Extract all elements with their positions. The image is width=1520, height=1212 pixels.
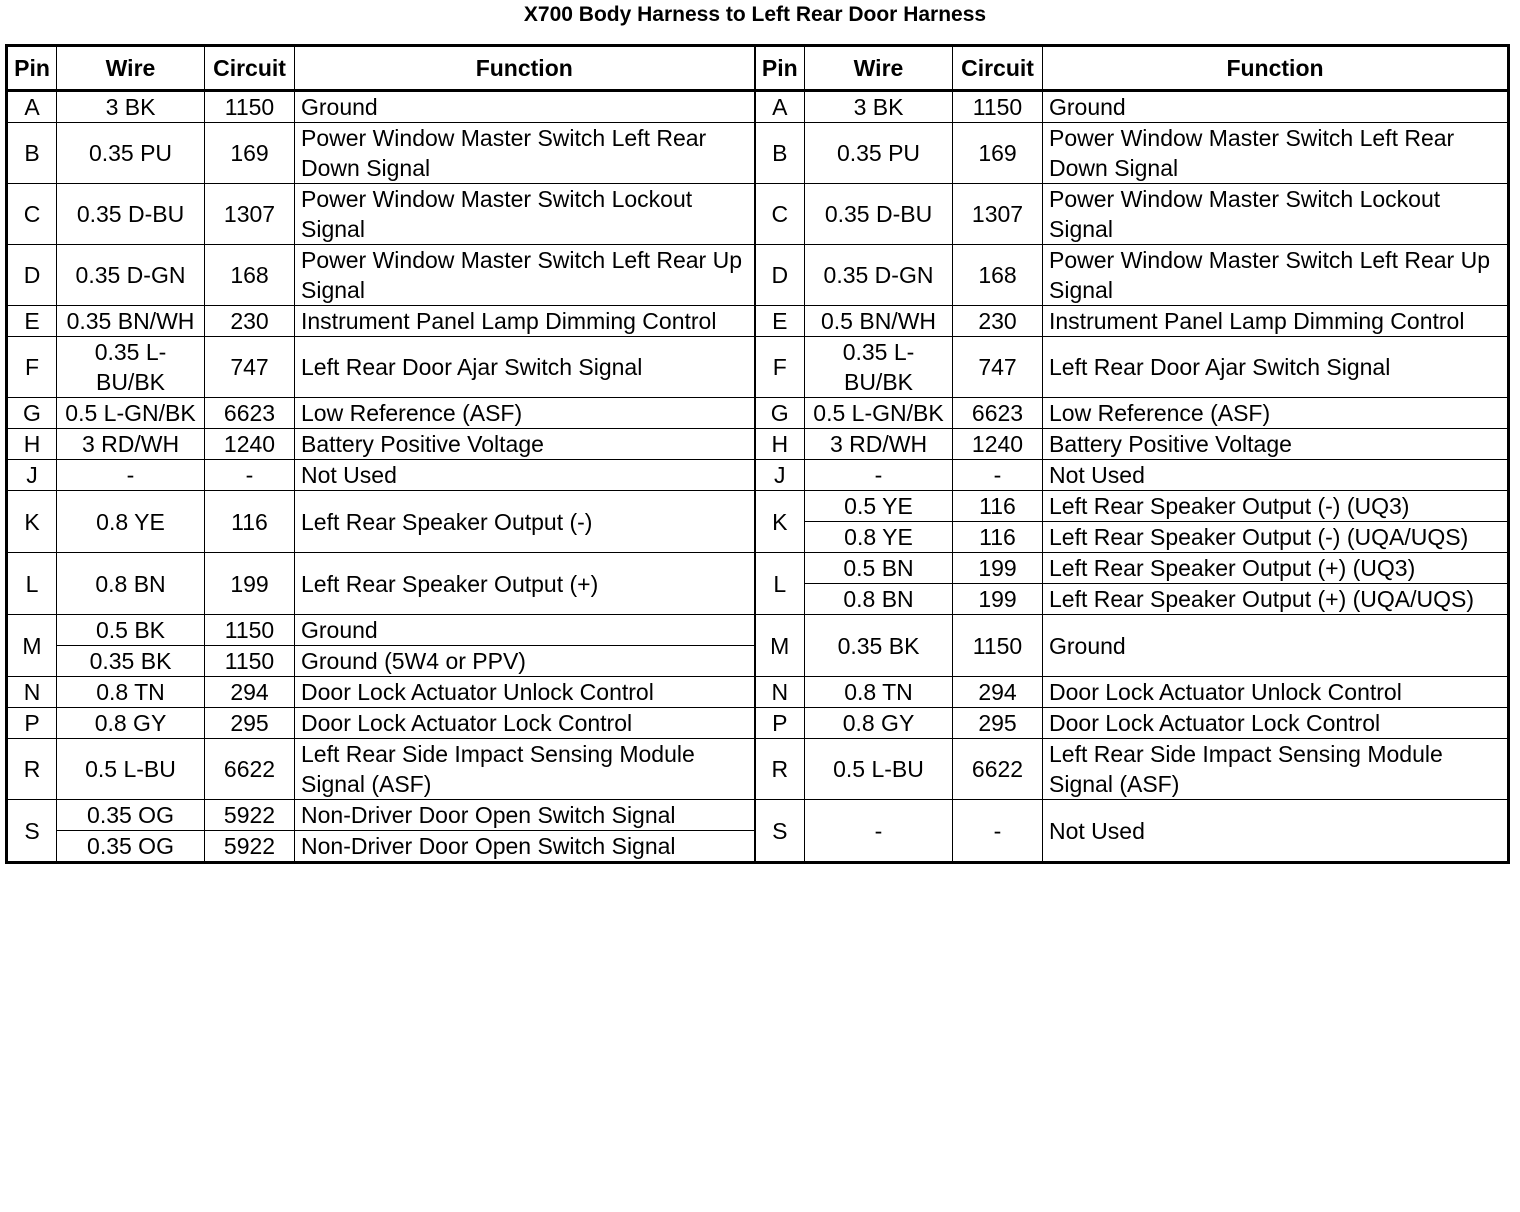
- pin-cell: K: [7, 491, 57, 553]
- function-cell: Door Lock Actuator Lock Control: [295, 708, 755, 739]
- wire-cell: 0.35 D-GN: [57, 245, 205, 306]
- pin-cell: E: [7, 306, 57, 337]
- wire-cell: -: [805, 800, 953, 863]
- pin-cell: K: [755, 491, 805, 553]
- wire-cell: 0.35 PU: [805, 123, 953, 184]
- wire-cell: 0.5 L-GN/BK: [805, 398, 953, 429]
- wire-cell: 0.35 BK: [805, 615, 953, 677]
- pin-cell: D: [755, 245, 805, 306]
- pin-cell: M: [755, 615, 805, 677]
- function-cell: Left Rear Speaker Output (-) (UQ3): [1043, 491, 1509, 522]
- function-cell: Non-Driver Door Open Switch Signal: [295, 831, 755, 863]
- circuit-cell: 6622: [953, 739, 1043, 800]
- circuit-cell: 1150: [953, 91, 1043, 123]
- header-circuit: Circuit: [205, 46, 295, 91]
- function-cell: Left Rear Speaker Output (+) (UQA/UQS): [1043, 584, 1509, 615]
- function-cell: Left Rear Side Impact Sensing Module Signal (ASF): [1043, 739, 1509, 800]
- table-row: [7, 553, 1509, 584]
- function-cell: Ground: [295, 91, 755, 123]
- pin-cell: C: [755, 184, 805, 245]
- function-cell: Left Rear Speaker Output (-) (UQA/UQS): [1043, 522, 1509, 553]
- function-cell: Power Window Master Switch Left Rear Down Signal: [295, 123, 755, 184]
- table-row: [7, 708, 1509, 739]
- pin-cell: A: [755, 91, 805, 123]
- circuit-cell: 1150: [205, 91, 295, 123]
- pin-cell: S: [755, 800, 805, 863]
- wire-cell: 0.5 L-BU: [57, 739, 205, 800]
- wire-cell: 0.8 YE: [57, 491, 205, 553]
- wire-cell: 0.35 L-BU/BK: [805, 337, 953, 398]
- wire-cell: 0.8 GY: [805, 708, 953, 739]
- circuit-cell: 168: [205, 245, 295, 306]
- circuit-cell: 199: [953, 553, 1043, 584]
- circuit-cell: 169: [205, 123, 295, 184]
- wire-cell: 0.5 L-BU: [805, 739, 953, 800]
- circuit-cell: 199: [205, 553, 295, 615]
- function-cell: Low Reference (ASF): [295, 398, 755, 429]
- wire-cell: 3 RD/WH: [805, 429, 953, 460]
- header-pin: Pin: [755, 46, 805, 91]
- table-row: [7, 337, 1509, 398]
- wire-cell: 0.35 PU: [57, 123, 205, 184]
- header-pin: Pin: [7, 46, 57, 91]
- wire-cell: 0.35 D-GN: [805, 245, 953, 306]
- table-row: [7, 306, 1509, 337]
- wire-cell: 0.5 BN/WH: [805, 306, 953, 337]
- circuit-cell: -: [205, 460, 295, 491]
- function-cell: Power Window Master Switch Lockout Signal: [1043, 184, 1509, 245]
- wire-cell: -: [57, 460, 205, 491]
- function-cell: Left Rear Door Ajar Switch Signal: [295, 337, 755, 398]
- table-row: [7, 184, 1509, 245]
- wire-cell: 0.35 BK: [57, 646, 205, 677]
- pin-cell: F: [7, 337, 57, 398]
- circuit-cell: 294: [953, 677, 1043, 708]
- circuit-cell: 116: [205, 491, 295, 553]
- function-cell: Non-Driver Door Open Switch Signal: [295, 800, 755, 831]
- function-cell: Power Window Master Switch Left Rear Up Signal: [295, 245, 755, 306]
- table-row: [7, 460, 1509, 491]
- function-cell: Power Window Master Switch Left Rear Down Signal: [1043, 123, 1509, 184]
- header-function: Function: [1043, 46, 1509, 91]
- function-cell: Left Rear Speaker Output (+) (UQ3): [1043, 553, 1509, 584]
- function-cell: Left Rear Speaker Output (+): [295, 553, 755, 615]
- wire-cell: 0.5 BN: [805, 553, 953, 584]
- wire-cell: 0.35 BN/WH: [57, 306, 205, 337]
- header-function: Function: [295, 46, 755, 91]
- function-cell: Battery Positive Voltage: [295, 429, 755, 460]
- table-row: [7, 615, 1509, 646]
- pin-cell: E: [755, 306, 805, 337]
- pin-cell: N: [7, 677, 57, 708]
- pin-cell: J: [7, 460, 57, 491]
- pin-table: [5, 44, 1510, 864]
- circuit-cell: 1307: [953, 184, 1043, 245]
- header-wire: Wire: [57, 46, 205, 91]
- header-wire: Wire: [805, 46, 953, 91]
- circuit-cell: 747: [953, 337, 1043, 398]
- function-cell: Ground: [295, 615, 755, 646]
- wire-cell: 0.35 OG: [57, 831, 205, 863]
- wire-cell: -: [805, 460, 953, 491]
- wire-cell: 0.8 YE: [805, 522, 953, 553]
- circuit-cell: 116: [953, 522, 1043, 553]
- pin-cell: L: [7, 553, 57, 615]
- function-cell: Instrument Panel Lamp Dimming Control: [1043, 306, 1509, 337]
- table-row: [7, 398, 1509, 429]
- function-cell: Not Used: [1043, 460, 1509, 491]
- page-title: X700 Body Harness to Left Rear Door Harness: [523, 3, 987, 26]
- function-cell: Left Rear Door Ajar Switch Signal: [1043, 337, 1509, 398]
- pin-cell: R: [7, 739, 57, 800]
- function-cell: Door Lock Actuator Unlock Control: [295, 677, 755, 708]
- function-cell: Not Used: [295, 460, 755, 491]
- function-cell: Door Lock Actuator Lock Control: [1043, 708, 1509, 739]
- pin-cell: R: [755, 739, 805, 800]
- circuit-cell: 295: [953, 708, 1043, 739]
- circuit-cell: 230: [205, 306, 295, 337]
- circuit-cell: 1150: [205, 646, 295, 677]
- pin-cell: L: [755, 553, 805, 615]
- wire-cell: 3 BK: [57, 91, 205, 123]
- wire-cell: 0.5 L-GN/BK: [57, 398, 205, 429]
- table-row: [7, 429, 1509, 460]
- pin-cell: H: [7, 429, 57, 460]
- pin-cell: C: [7, 184, 57, 245]
- function-cell: Not Used: [1043, 800, 1509, 863]
- pin-cell: J: [755, 460, 805, 491]
- function-cell: Ground (5W4 or PPV): [295, 646, 755, 677]
- pin-cell: N: [755, 677, 805, 708]
- circuit-cell: 1240: [205, 429, 295, 460]
- circuit-cell: 168: [953, 245, 1043, 306]
- function-cell: Battery Positive Voltage: [1043, 429, 1509, 460]
- wire-cell: 0.8 GY: [57, 708, 205, 739]
- function-cell: Instrument Panel Lamp Dimming Control: [295, 306, 755, 337]
- table-row: [7, 491, 1509, 522]
- circuit-cell: 169: [953, 123, 1043, 184]
- table-row: [7, 91, 1509, 123]
- pin-cell: B: [755, 123, 805, 184]
- circuit-cell: 116: [953, 491, 1043, 522]
- pin-cell: S: [7, 800, 57, 863]
- circuit-cell: 294: [205, 677, 295, 708]
- pin-cell: G: [755, 398, 805, 429]
- wire-cell: 0.35 OG: [57, 800, 205, 831]
- function-cell: Ground: [1043, 615, 1509, 677]
- pin-cell: A: [7, 91, 57, 123]
- circuit-cell: -: [953, 800, 1043, 863]
- wire-cell: 0.35 D-BU: [805, 184, 953, 245]
- wire-cell: 3 BK: [805, 91, 953, 123]
- wire-cell: 0.8 TN: [57, 677, 205, 708]
- pin-cell: P: [7, 708, 57, 739]
- circuit-cell: 6622: [205, 739, 295, 800]
- pin-cell: B: [7, 123, 57, 184]
- function-cell: Left Rear Speaker Output (-): [295, 491, 755, 553]
- function-cell: Left Rear Side Impact Sensing Module Signal (ASF): [295, 739, 755, 800]
- pin-cell: G: [7, 398, 57, 429]
- table-row: [7, 123, 1509, 184]
- pin-cell: H: [755, 429, 805, 460]
- pin-cell: M: [7, 615, 57, 677]
- header-circuit: Circuit: [953, 46, 1043, 91]
- wire-cell: 0.5 YE: [805, 491, 953, 522]
- table-row: [7, 677, 1509, 708]
- table-row: [7, 245, 1509, 306]
- circuit-cell: -: [953, 460, 1043, 491]
- wire-cell: 0.35 L-BU/BK: [57, 337, 205, 398]
- circuit-cell: 6623: [953, 398, 1043, 429]
- wire-cell: 3 RD/WH: [57, 429, 205, 460]
- circuit-cell: 5922: [205, 800, 295, 831]
- function-cell: Power Window Master Switch Lockout Signal: [295, 184, 755, 245]
- function-cell: Door Lock Actuator Unlock Control: [1043, 677, 1509, 708]
- function-cell: Low Reference (ASF): [1043, 398, 1509, 429]
- wire-cell: 0.8 TN: [805, 677, 953, 708]
- function-cell: Power Window Master Switch Left Rear Up Signal: [1043, 245, 1509, 306]
- table-row: [7, 800, 1509, 831]
- pin-cell: D: [7, 245, 57, 306]
- circuit-cell: 230: [953, 306, 1043, 337]
- circuit-cell: 199: [953, 584, 1043, 615]
- wire-cell: 0.8 BN: [805, 584, 953, 615]
- circuit-cell: 295: [205, 708, 295, 739]
- header-row: [7, 46, 1509, 91]
- circuit-cell: 6623: [205, 398, 295, 429]
- circuit-cell: 5922: [205, 831, 295, 863]
- circuit-cell: 1240: [953, 429, 1043, 460]
- circuit-cell: 1150: [953, 615, 1043, 677]
- wire-cell: 0.35 D-BU: [57, 184, 205, 245]
- wire-cell: 0.8 BN: [57, 553, 205, 615]
- wire-cell: 0.5 BK: [57, 615, 205, 646]
- table-row: [7, 739, 1509, 800]
- circuit-cell: 1307: [205, 184, 295, 245]
- circuit-cell: 1150: [205, 615, 295, 646]
- circuit-cell: 747: [205, 337, 295, 398]
- table-body: [7, 91, 1509, 863]
- function-cell: Ground: [1043, 91, 1509, 123]
- pin-cell: P: [755, 708, 805, 739]
- pin-cell: F: [755, 337, 805, 398]
